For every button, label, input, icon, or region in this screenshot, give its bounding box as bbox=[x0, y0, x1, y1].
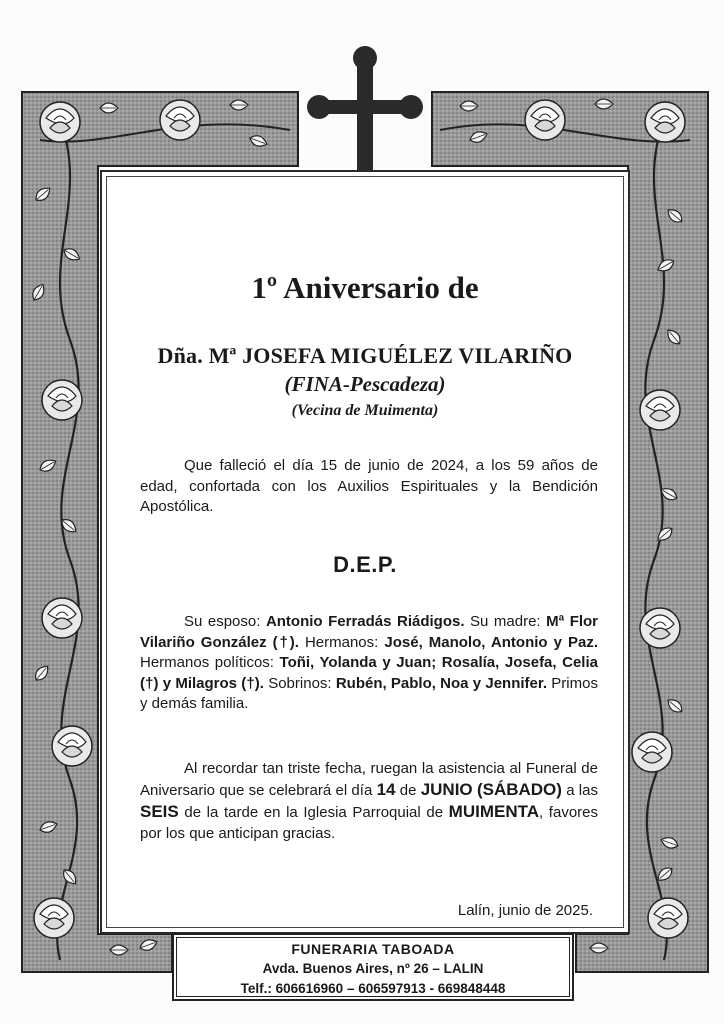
invitation-text-2: de bbox=[395, 782, 421, 799]
funeral-home-box bbox=[172, 933, 574, 1001]
deceased-alias: (FINA-Pescadeza) bbox=[284, 372, 446, 396]
deceased-name: Dña. Mª JOSEFA MIGUÉLEZ VILARIÑO bbox=[157, 343, 573, 368]
deceased-residence: (Vecina de Muimenta) bbox=[291, 402, 439, 419]
funeral-day: 14 bbox=[376, 780, 396, 799]
inlaws-names: Toñi, Yolanda y Juan; Rosalía, Josefa, Celia (†) y Milagros (†). bbox=[140, 654, 598, 692]
funeral-weekday: (SÁBADO) bbox=[476, 780, 562, 799]
mother-label: Su madre: bbox=[464, 613, 547, 630]
funeral-home-phones: Telf.: 606616960 – 606597913 - 669848448 bbox=[240, 981, 506, 996]
death-notice-text: Que falleció el día 15 de junio de 2024, a los 59 años de edad, confortada con los Auxilios Espirituales y la Bendición Apostólica. bbox=[140, 457, 598, 515]
mother-name: Mª Flor Vilariño González (†). bbox=[140, 613, 599, 651]
inlaws-label: Hermanos políticos: bbox=[140, 654, 280, 671]
page-title: 1º Aniversario de bbox=[251, 270, 479, 305]
funeral-home-name: FUNERARIA TABOADA bbox=[291, 941, 455, 957]
invitation-paragraph bbox=[140, 758, 598, 844]
invitation-text-5: , favores por los que anticipan gracias. bbox=[140, 804, 598, 842]
spouse-label: Su esposo: bbox=[184, 613, 266, 630]
invitation-text-3: a las bbox=[561, 782, 598, 799]
funeral-home-address: Avda. Buenos Aires, nº 26 – LALIN bbox=[262, 961, 484, 976]
nephews-label: Sobrinos: bbox=[263, 674, 336, 692]
family-paragraph bbox=[140, 612, 598, 715]
rest-family: Primos y demás familia. bbox=[140, 674, 598, 712]
spouse-name: Antonio Ferradás Riádigos. bbox=[265, 613, 465, 630]
siblings-label: Hermanos: bbox=[298, 633, 385, 651]
rip-text: D.E.P. bbox=[333, 552, 397, 577]
nephews-names: Rubén, Pablo, Noa y Jennifer. bbox=[335, 674, 548, 692]
date-line: Lalín, junio de 2025. bbox=[457, 902, 593, 919]
funeral-place: MUIMENTA bbox=[448, 802, 540, 821]
invitation-text-1: Al recordar tan triste fecha, ruegan la asistencia al Funeral de Aniversario que se celebrará el día bbox=[140, 760, 598, 799]
invitation-text-4: de la tarde en la Iglesia Parroquial de bbox=[178, 804, 449, 821]
funeral-month: JUNIO bbox=[420, 780, 473, 799]
funeral-hour: SEIS bbox=[140, 802, 179, 821]
siblings-names: José, Manolo, Antonio y Paz. bbox=[384, 633, 599, 651]
